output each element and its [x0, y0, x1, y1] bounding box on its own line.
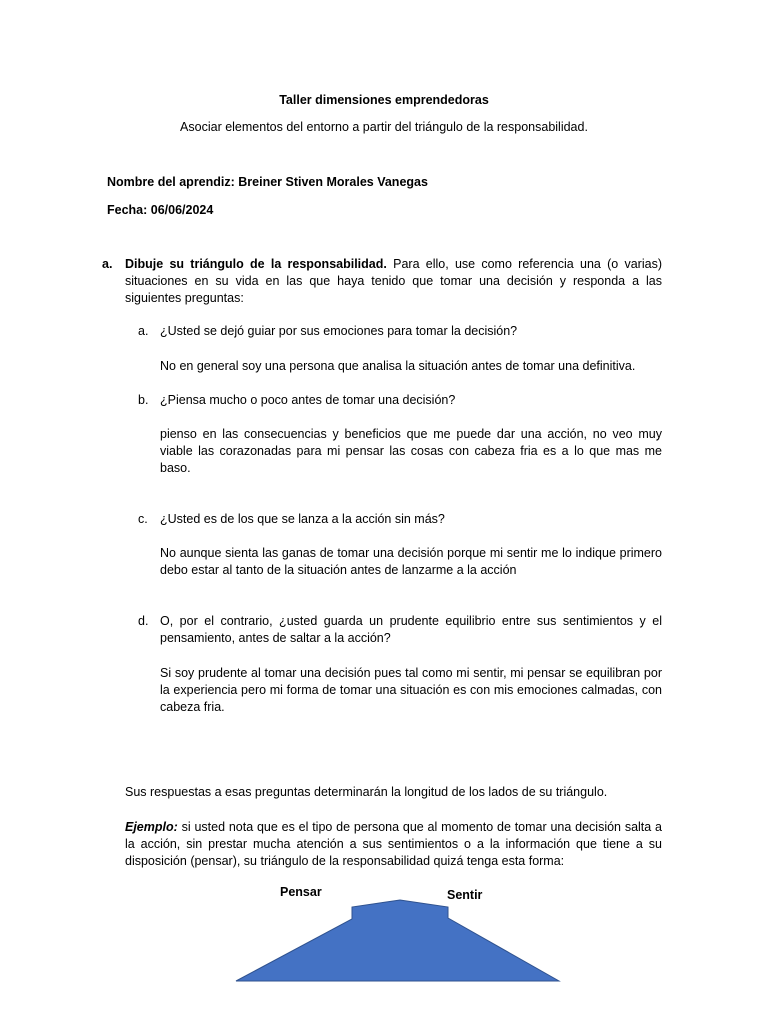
question-text: ¿Usted es de los que se lanza a la acción sin más? [160, 512, 445, 526]
date-line: Fecha: 06/06/2024 [107, 203, 214, 217]
example-label: Ejemplo: [125, 820, 178, 834]
document-title: Taller dimensiones emprendedoras [279, 93, 489, 107]
example-text: si usted nota que es el tipo de persona que al momento de tomar una decisión salta a la acción, sin prestar mucha atención a sus sentimientos o a la información que tiene a su disposición (pensar), su triángulo de la responsabilidad quizá tenga esta forma: [125, 820, 662, 868]
question-text: O, por el contrario, ¿usted guarda un prudente equilibrio entre sus sentimientos y el pensamiento, antes de saltar a la acción? [160, 614, 662, 645]
question-marker: a. [138, 324, 149, 338]
question-text: ¿Piensa mucho o poco antes de tomar una decisión? [160, 393, 456, 407]
question-text: ¿Usted se dejó guiar por sus emociones para tomar la decisión? [160, 324, 518, 338]
student-name: Nombre del aprendiz: Breiner Stiven Morales Vanegas [107, 175, 428, 189]
section-intro [125, 256, 662, 307]
label-pensar: Pensar [280, 885, 322, 899]
question-marker: b. [138, 393, 149, 407]
answer-text: No aunque sienta las ganas de tomar una decisión porque mi sentir me lo indique primero debo estar al tanto de la situación antes de lanzarme a la acción [160, 546, 662, 577]
answer-text: Si soy prudente al tomar una decisión pues tal como mi sentir, mi pensar se equilibran por la experiencia pero mi forma de tomar una situación es con mis emociones calmadas, con cabeza fria. [160, 666, 662, 714]
section-intro-text: Para ello, use como referencia una (o varias) situaciones en su vida en las que haya tenido que tomar una decisión y responda a las siguientes preguntas: [125, 257, 662, 305]
label-sentir: Sentir [447, 888, 483, 902]
document-subtitle: Asociar elementos del entorno a partir del triángulo de la responsabilidad. [180, 120, 588, 134]
answer-text: No en general soy una persona que analisa la situación antes de tomar una definitiva. [160, 359, 636, 373]
question-marker: c. [138, 512, 148, 526]
responsibility-triangle-figure [0, 884, 768, 1024]
question-marker: d. [138, 614, 149, 628]
section-marker: a. [102, 257, 113, 271]
triangle-shape [236, 900, 559, 981]
answer-text: pienso en las consecuencias y beneficios que me puede dar una acción, no veo muy viable las corazonadas para mi pensar las cosas con cabeza fria es a lo que mas me baso. [160, 427, 662, 475]
example-paragraph [125, 819, 662, 870]
summary-text: Sus respuestas a esas preguntas determinarán la longitud de los lados de su triángulo. [125, 785, 608, 799]
section-intro-bold: Dibuje su triángulo de la responsabilidad. [125, 257, 387, 271]
